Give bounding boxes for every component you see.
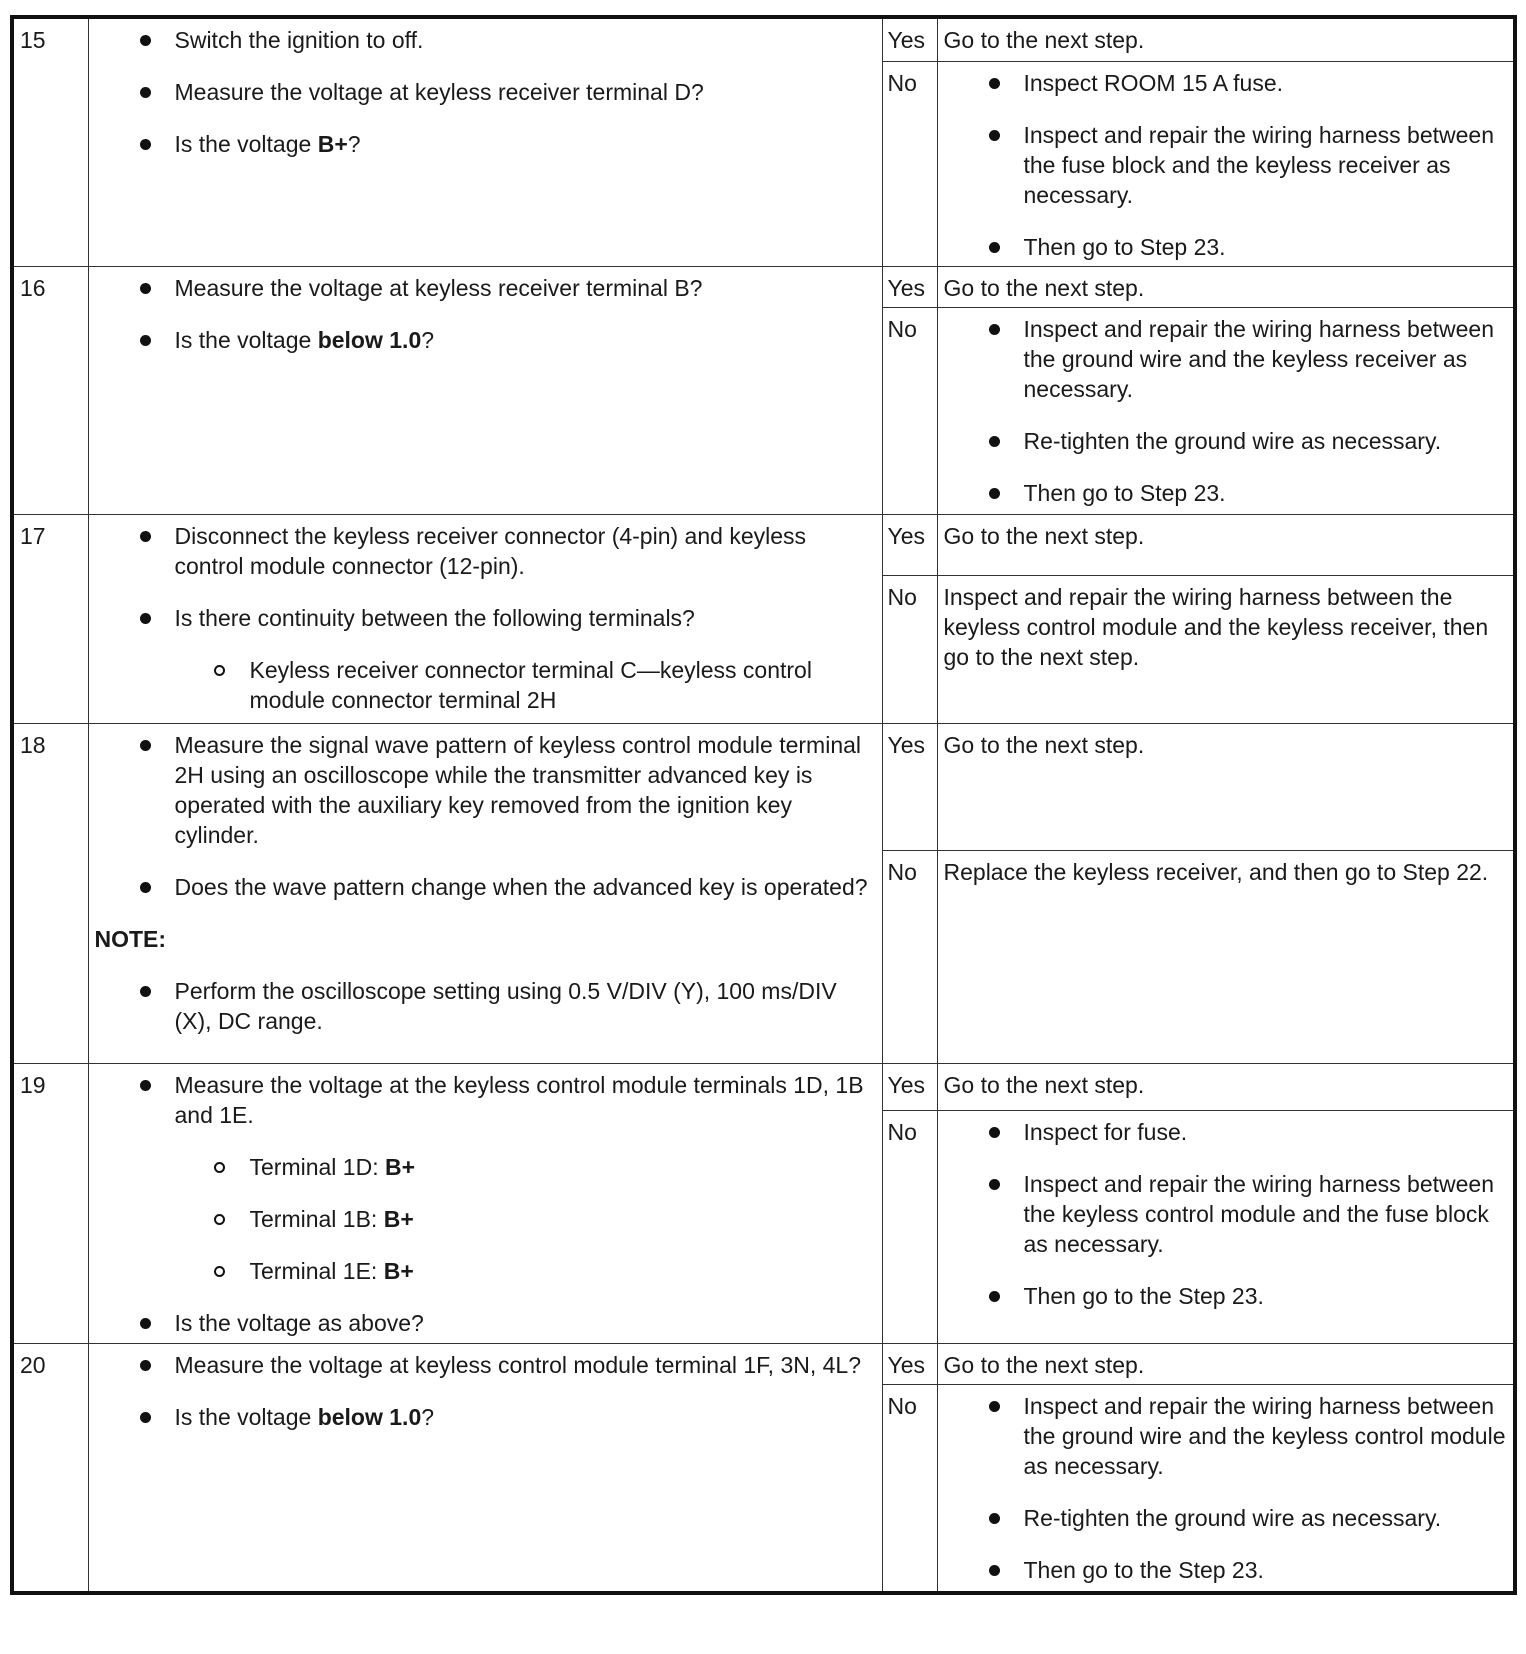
plain-text: Go to the next step. bbox=[943, 27, 1145, 53]
yes-label-text: Yes bbox=[887, 1072, 926, 1098]
emphasis-value: B+ bbox=[317, 131, 348, 157]
step-number-text: 15 bbox=[20, 27, 46, 53]
yes-label bbox=[882, 267, 937, 308]
yes-action bbox=[937, 724, 1515, 851]
emphasis-value: B+ bbox=[384, 1154, 416, 1180]
no-action bbox=[937, 851, 1515, 1064]
yes-action bbox=[937, 515, 1515, 576]
step-procedure bbox=[88, 267, 882, 515]
sub-bullet-item: Terminal 1B: B+ bbox=[95, 1204, 876, 1234]
plain-text: Replace the keyless receiver, and then go to Step 22. bbox=[943, 859, 1489, 885]
bullet-item: Inspect and repair the wiring harness between the fuse block and the keyless receiver as necessary. bbox=[944, 120, 1508, 210]
bullet-item: Perform the oscilloscope setting using 0.5 V/DIV (Y), 100 ms/DIV (X), DC range. bbox=[95, 976, 876, 1036]
step-number bbox=[12, 1344, 88, 1594]
bullet-item: Re-tighten the ground wire as necessary. bbox=[944, 1503, 1508, 1533]
no-label-text: No bbox=[887, 859, 917, 885]
no-action bbox=[937, 62, 1515, 267]
bullet-item: Disconnect the keyless receiver connector (4-pin) and keyless control module connector (12-pin). bbox=[95, 521, 876, 581]
bullet-item: Inspect and repair the wiring harness between the ground wire and the keyless control module as necessary. bbox=[944, 1391, 1508, 1481]
bullet-item: Does the wave pattern change when the advanced key is operated? bbox=[95, 872, 876, 902]
yes-action bbox=[937, 267, 1515, 308]
yes-label bbox=[882, 515, 937, 576]
bullet-item: Inspect and repair the wiring harness between the ground wire and the keyless receiver as necessary. bbox=[944, 314, 1508, 404]
yes-label-text: Yes bbox=[887, 523, 926, 549]
step-row bbox=[12, 1344, 1515, 1385]
step-procedure bbox=[88, 1064, 882, 1344]
step-procedure bbox=[88, 1344, 882, 1594]
no-action bbox=[937, 1385, 1515, 1594]
no-label-text: No bbox=[887, 316, 917, 342]
bullet-item: Re-tighten the ground wire as necessary. bbox=[944, 426, 1508, 456]
no-label-text: No bbox=[887, 70, 917, 96]
bullet-item: Measure the voltage at keyless receiver terminal B? bbox=[95, 273, 876, 303]
emphasis-value: B+ bbox=[383, 1206, 414, 1232]
bullet-item: Inspect for fuse. bbox=[944, 1117, 1508, 1147]
step-number bbox=[12, 1064, 88, 1344]
yes-action bbox=[937, 1344, 1515, 1385]
plain-text: Go to the next step. bbox=[943, 1072, 1145, 1098]
bullet-item: Then go to Step 23. bbox=[944, 478, 1508, 508]
step-number-text: 17 bbox=[20, 523, 46, 549]
sub-bullet-item: Keyless receiver connector terminal C—keyless control module connector terminal 2H bbox=[95, 655, 876, 715]
bullet-item: Is the voltage B+? bbox=[95, 129, 876, 159]
no-label bbox=[882, 1385, 937, 1594]
yes-label-text: Yes bbox=[887, 732, 926, 758]
no-label-text: No bbox=[887, 1119, 917, 1145]
no-action bbox=[937, 576, 1515, 724]
note-heading: NOTE: bbox=[94, 926, 167, 952]
yes-label-text: Yes bbox=[887, 1352, 926, 1378]
no-label-text: No bbox=[887, 584, 917, 610]
bullet-item: Switch the ignition to off. bbox=[95, 25, 876, 55]
bullet-item: Measure the voltage at the keyless control module terminals 1D, 1B and 1E. bbox=[95, 1070, 876, 1130]
step-row bbox=[12, 267, 1515, 308]
yes-label bbox=[882, 1064, 937, 1111]
diagnostic-steps-table bbox=[10, 15, 1517, 1595]
bullet-item: Then go to the Step 23. bbox=[944, 1555, 1508, 1585]
yes-label bbox=[882, 1344, 937, 1385]
bullet-item: Inspect and repair the wiring harness between the keyless control module and the fuse block as necessary. bbox=[944, 1169, 1508, 1259]
emphasis-value: below 1.0 bbox=[317, 1404, 422, 1430]
step-row bbox=[12, 515, 1515, 576]
step-procedure bbox=[88, 724, 882, 1064]
yes-action bbox=[937, 1064, 1515, 1111]
emphasis-value: B+ bbox=[383, 1258, 414, 1284]
plain-text: Go to the next step. bbox=[943, 523, 1145, 549]
step-procedure bbox=[88, 17, 882, 267]
no-label bbox=[882, 576, 937, 724]
yes-label bbox=[882, 724, 937, 851]
plain-text: Go to the next step. bbox=[943, 275, 1145, 301]
bullet-item: Then go to the Step 23. bbox=[944, 1281, 1508, 1311]
step-number bbox=[12, 17, 88, 267]
bullet-item: Inspect ROOM 15 A fuse. bbox=[944, 68, 1508, 98]
bullet-item: Then go to Step 23. bbox=[944, 232, 1508, 262]
bullet-item: Is there continuity between the following terminals? bbox=[95, 603, 876, 633]
step-procedure bbox=[88, 515, 882, 724]
plain-text: Go to the next step. bbox=[943, 1352, 1145, 1378]
bullet-item: Is the voltage as above? bbox=[95, 1308, 876, 1338]
step-number-text: 16 bbox=[20, 275, 46, 301]
step-number-text: 20 bbox=[20, 1352, 46, 1378]
no-label-text: No bbox=[887, 1393, 917, 1419]
step-row bbox=[12, 1064, 1515, 1111]
yes-label-text: Yes bbox=[887, 275, 926, 301]
step-number bbox=[12, 724, 88, 1064]
no-action bbox=[937, 1111, 1515, 1344]
step-row bbox=[12, 17, 1515, 62]
bullet-item: Is the voltage below 1.0? bbox=[95, 325, 876, 355]
step-number-text: 18 bbox=[20, 732, 46, 758]
step-number bbox=[12, 267, 88, 515]
bullet-item: Measure the signal wave pattern of keyless control module terminal 2H using an oscilloscope while the transmitter advanced key is operated with the auxiliary key removed from the ignition key cylinder. bbox=[95, 730, 876, 850]
yes-label bbox=[882, 17, 937, 62]
no-label bbox=[882, 1111, 937, 1344]
step-row bbox=[12, 724, 1515, 851]
step-number-text: 19 bbox=[20, 1072, 46, 1098]
sub-bullet-item: Terminal 1D: B+ bbox=[95, 1152, 876, 1182]
plain-text: Inspect and repair the wiring harness between the keyless control module and the keyless receiver, then go to the next step. bbox=[943, 584, 1489, 670]
yes-label-text: Yes bbox=[887, 27, 926, 53]
emphasis-value: below 1.0 bbox=[317, 327, 422, 353]
bullet-item: Measure the voltage at keyless receiver terminal D? bbox=[95, 77, 876, 107]
yes-action bbox=[937, 17, 1515, 62]
bullet-item: Is the voltage below 1.0? bbox=[95, 1402, 876, 1432]
step-number bbox=[12, 515, 88, 724]
plain-text: Go to the next step. bbox=[943, 732, 1145, 758]
no-label bbox=[882, 851, 937, 1064]
no-label bbox=[882, 62, 937, 267]
no-label bbox=[882, 308, 937, 515]
sub-bullet-item: Terminal 1E: B+ bbox=[95, 1256, 876, 1286]
no-action bbox=[937, 308, 1515, 515]
bullet-item: Measure the voltage at keyless control module terminal 1F, 3N, 4L? bbox=[95, 1350, 876, 1380]
